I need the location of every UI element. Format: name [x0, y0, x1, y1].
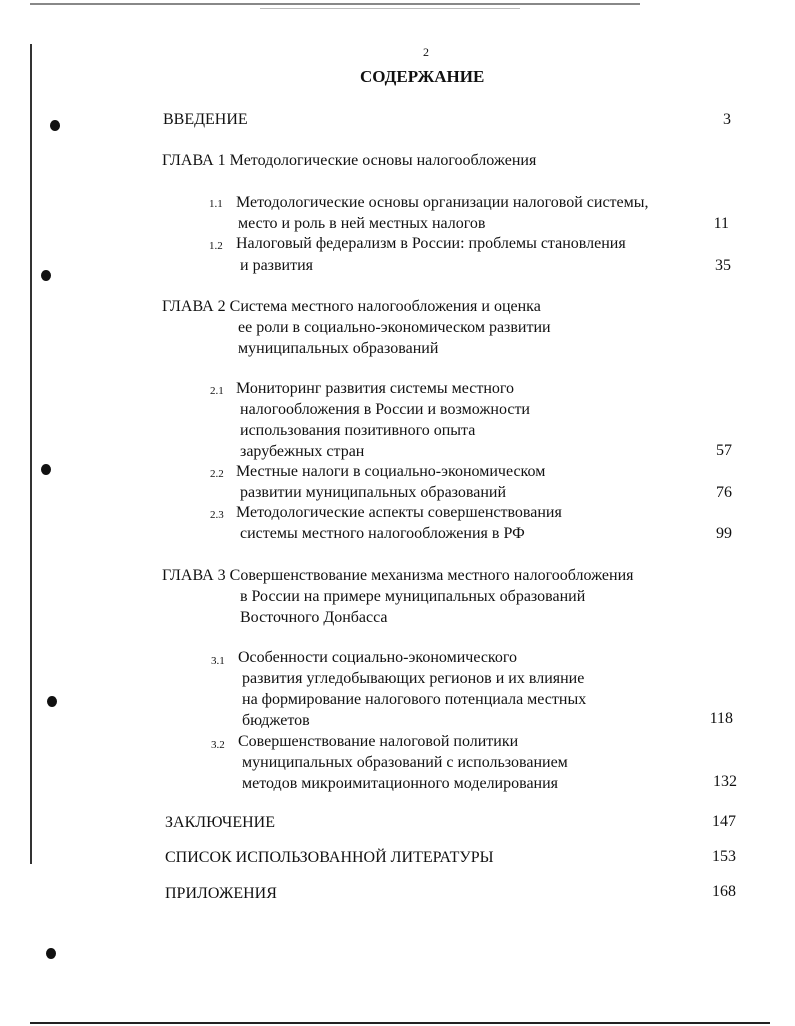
- toc-chapter2-line2: ее роли в социально-экономическом развитии: [238, 319, 551, 336]
- toc-section-3-2-line2: муниципальных образований с использованием: [242, 754, 568, 771]
- toc-section-1-1-line2: место и роль в ней местных налогов: [238, 215, 486, 232]
- toc-section-3-1-page: 118: [709, 710, 733, 727]
- toc-section-2-2-page: 76: [716, 484, 732, 501]
- toc-section-2-1-line3: использования позитивного опыта: [240, 422, 476, 439]
- toc-section-3-2-page: 132: [713, 773, 737, 790]
- toc-chapter1-title: ГЛАВА 1 Методологические основы налогообложения: [162, 152, 537, 169]
- scan-edge-top-faint: [260, 8, 520, 9]
- toc-section-3-1-line3: на формирование налогового потенциала местных: [242, 691, 587, 708]
- toc-section-2-1-line1: Мониторинг развития системы местного: [236, 380, 515, 397]
- toc-chapter3-line2: в России на примере муниципальных образований: [240, 588, 586, 605]
- toc-section-3-1-line4: бюджетов: [242, 712, 310, 729]
- toc-section-1-2-number: 1.2: [209, 240, 223, 252]
- toc-section-2-1-line2: налогообложения в России и возможности: [240, 401, 530, 418]
- toc-appendices-label: ПРИЛОЖЕНИЯ: [165, 885, 277, 902]
- toc-section-3-1-line1: Особенности социально-экономического: [238, 649, 518, 666]
- toc-section-1-1-number: 1.1: [209, 198, 223, 210]
- toc-section-3-1-number: 3.1: [211, 655, 225, 667]
- toc-intro-label: ВВЕДЕНИЕ: [163, 111, 248, 128]
- punch-hole-2: [41, 270, 51, 281]
- toc-section-2-1-page: 57: [716, 442, 732, 459]
- toc-conclusion-label: ЗАКЛЮЧЕНИЕ: [165, 814, 275, 831]
- scan-edge-left: [30, 44, 32, 864]
- toc-references-label: СПИСОК ИСПОЛЬЗОВАННОЙ ЛИТЕРАТУРЫ: [165, 849, 494, 866]
- toc-section-2-3-number: 2.3: [210, 509, 224, 521]
- toc-section-2-3-line1: Методологические аспекты совершенствования: [236, 504, 562, 521]
- page-number: 2: [423, 45, 429, 59]
- toc-chapter2-line1: ГЛАВА 2 Система местного налогообложения и оценка: [162, 298, 541, 315]
- toc-section-1-1-page: 11: [713, 215, 729, 232]
- page-title: СОДЕРЖАНИЕ: [360, 67, 485, 86]
- toc-intro-page: 3: [723, 111, 731, 128]
- toc-section-1-2-line2: и развития: [240, 257, 314, 274]
- toc-section-1-2-line1: Налоговый федерализм в России: проблемы становления: [236, 235, 626, 252]
- toc-chapter2-line3: муниципальных образований: [238, 340, 439, 357]
- toc-section-2-3-page: 99: [716, 525, 732, 542]
- toc-section-2-2-line2: развитии муниципальных образований: [240, 484, 507, 501]
- toc-section-2-1-number: 2.1: [210, 385, 224, 397]
- toc-section-1-1-line1: Методологические основы организации налоговой системы,: [236, 194, 649, 211]
- punch-hole-3: [41, 464, 51, 475]
- toc-appendices-page: 168: [712, 883, 736, 900]
- toc-section-3-2-line3: методов микроимитационного моделирования: [242, 775, 559, 792]
- toc-section-2-1-line4: зарубежных стран: [240, 443, 365, 460]
- toc-section-3-1-line2: развития угледобывающих регионов и их влияние: [242, 670, 585, 687]
- toc-conclusion-page: 147: [712, 813, 736, 830]
- punch-hole-1: [50, 120, 60, 131]
- toc-section-2-3-line2: системы местного налогообложения в РФ: [240, 525, 525, 542]
- toc-section-3-2-number: 3.2: [211, 739, 225, 751]
- toc-chapter3-line3: Восточного Донбасса: [240, 609, 388, 626]
- toc-section-1-2-page: 35: [715, 257, 731, 274]
- toc-references-page: 153: [712, 848, 736, 865]
- toc-chapter3-line1: ГЛАВА 3 Совершенствование механизма местного налогообложения: [162, 567, 634, 584]
- scan-edge-bottom: [30, 1022, 770, 1024]
- toc-section-2-2-line1: Местные налоги в социально-экономическом: [236, 463, 546, 480]
- punch-hole-4: [47, 696, 57, 707]
- scan-edge-top: [30, 3, 640, 5]
- punch-hole-5: [46, 948, 56, 959]
- toc-section-3-2-line1: Совершенствование налоговой политики: [238, 733, 519, 750]
- toc-section-2-2-number: 2.2: [210, 468, 224, 480]
